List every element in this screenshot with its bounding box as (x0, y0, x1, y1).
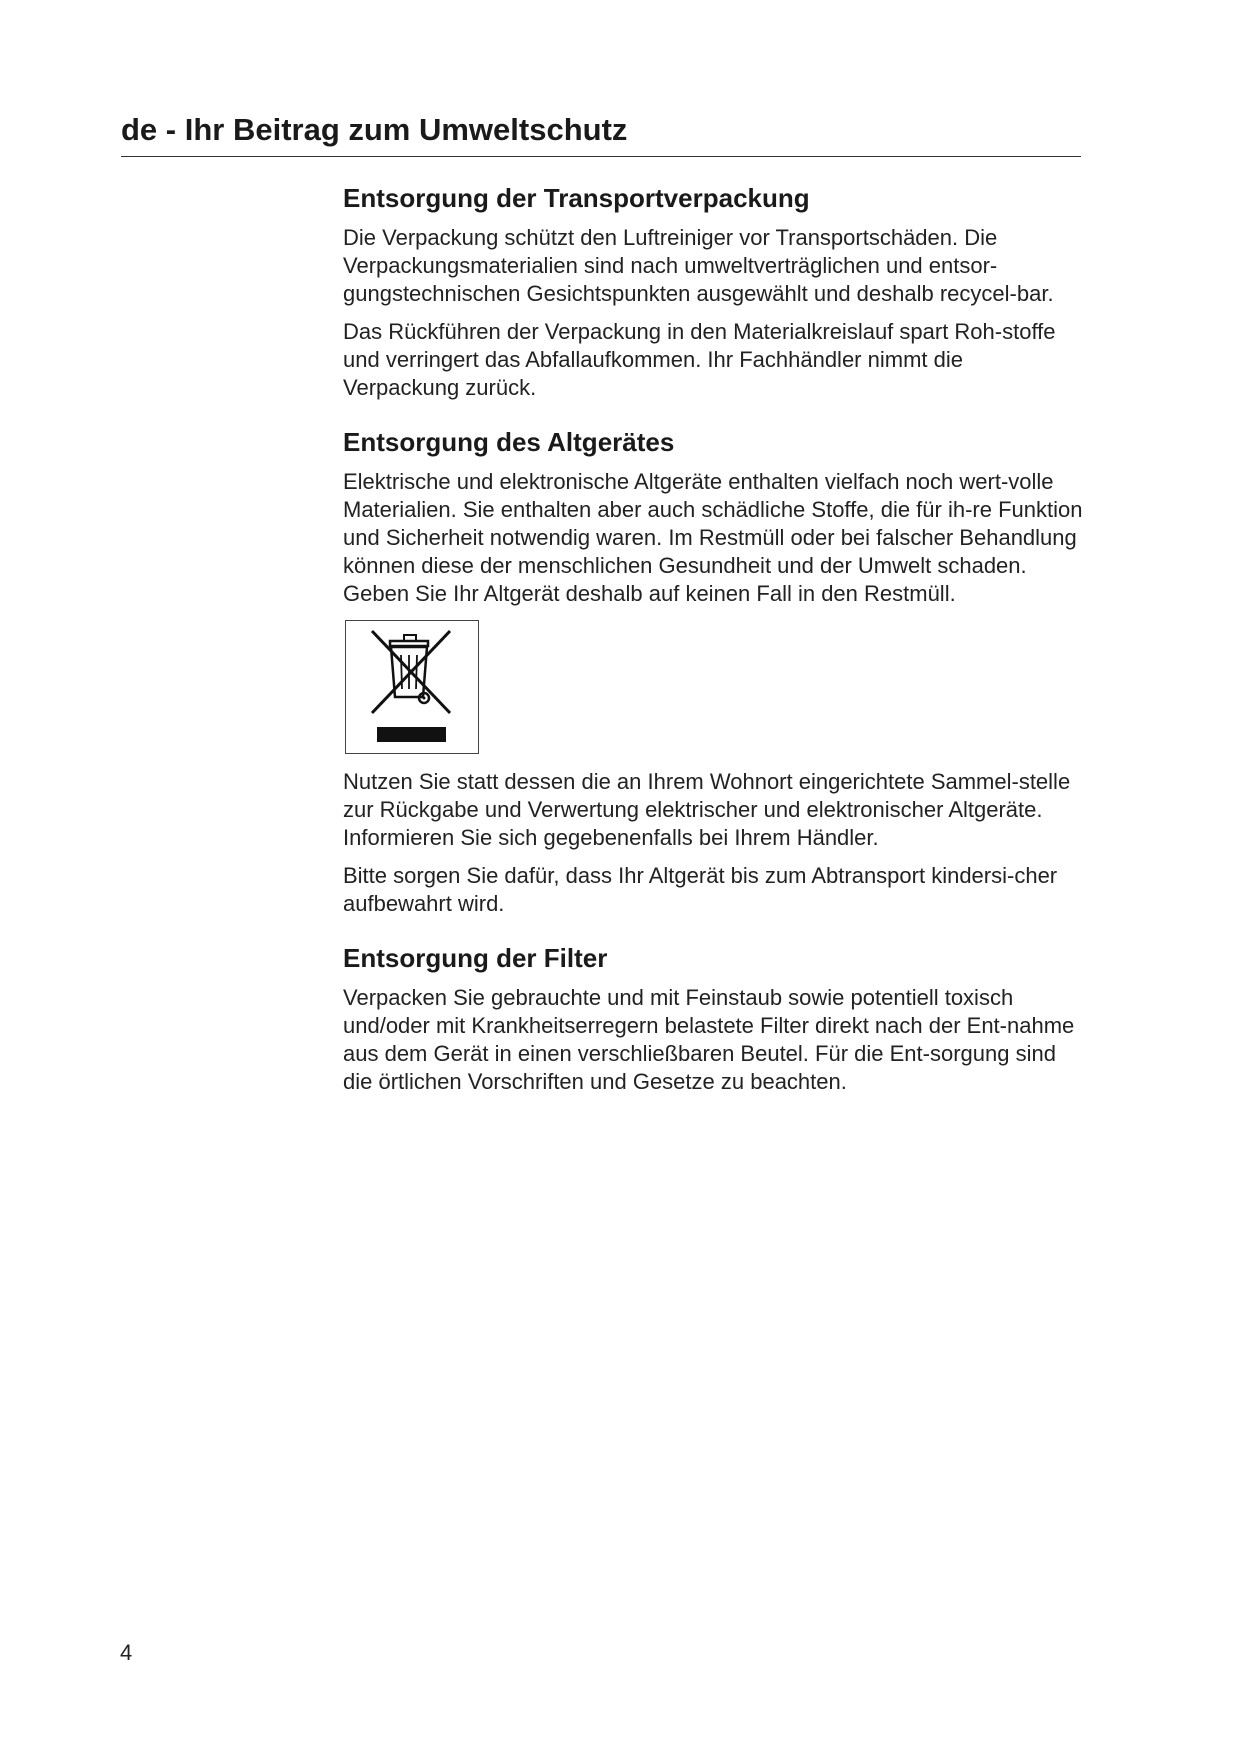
paragraph: Verpacken Sie gebrauchte und mit Feinstaub sowie potentiell toxisch und/oder mit Krankheitserregern belastete Filter direkt nach der Ent-nahme aus dem Gerät in einen verschließbaren Beutel. Für die Ent-sorgung sind die örtlichen Vorschriften und Gesetze zu beachten. (343, 985, 1075, 1094)
page-header (121, 112, 1081, 157)
main-content (343, 180, 1083, 1118)
page-number: 4 (120, 1640, 133, 1665)
section-old-appliance (343, 424, 1083, 918)
paragraph: Das Rückführen der Verpackung in den Materialkreislauf spart Roh-stoffe und verringert das Abfallaufkommen. Ihr Fachhändler nimmt die Verpackung zurück. (343, 319, 1056, 400)
paragraph: Bitte sorgen Sie dafür, dass Ihr Altgerät bis zum Abtransport kindersi-cher aufbewahrt wird. (343, 863, 1058, 916)
paragraph: Nutzen Sie statt dessen die an Ihrem Wohnort eingerichtete Sammel-stelle zur Rückgabe und Verwertung elektrischer und elektronischer Altgeräte. Informieren Sie sich gegebenenfalls bei Ihrem Händler. (343, 769, 1071, 850)
section-transport-packaging (343, 180, 1083, 402)
page-title: de - Ihr Beitrag zum Umweltschutz (121, 112, 628, 147)
crossed-out-wheelie-bin-icon (345, 620, 479, 754)
section-heading: Entsorgung der Transportverpackung (343, 183, 810, 213)
paragraph: Die Verpackung schützt den Luftreiniger vor Transportschäden. Die Verpackungsmaterialien sind nach umweltverträglichen und entsor-gungstechnischen Gesichtspunkten ausgewählt und deshalb recycel-bar. (343, 225, 1054, 306)
section-heading: Entsorgung des Altgerätes (343, 427, 675, 457)
paragraph: Elektrische und elektronische Altgeräte enthalten vielfach noch wert-volle Materialien. Sie enthalten aber auch schädliche Stoffe, die für ih-re Funktion und Sicherheit notwendig waren. Im Restmüll oder bei falscher Behandlung können diese der menschlichen Gesundheit und der Umwelt schaden. Geben Sie Ihr Altgerät deshalb auf keinen Fall in den Restmüll. (343, 469, 1083, 606)
section-filters (343, 940, 1083, 1096)
section-heading: Entsorgung der Filter (343, 943, 608, 973)
